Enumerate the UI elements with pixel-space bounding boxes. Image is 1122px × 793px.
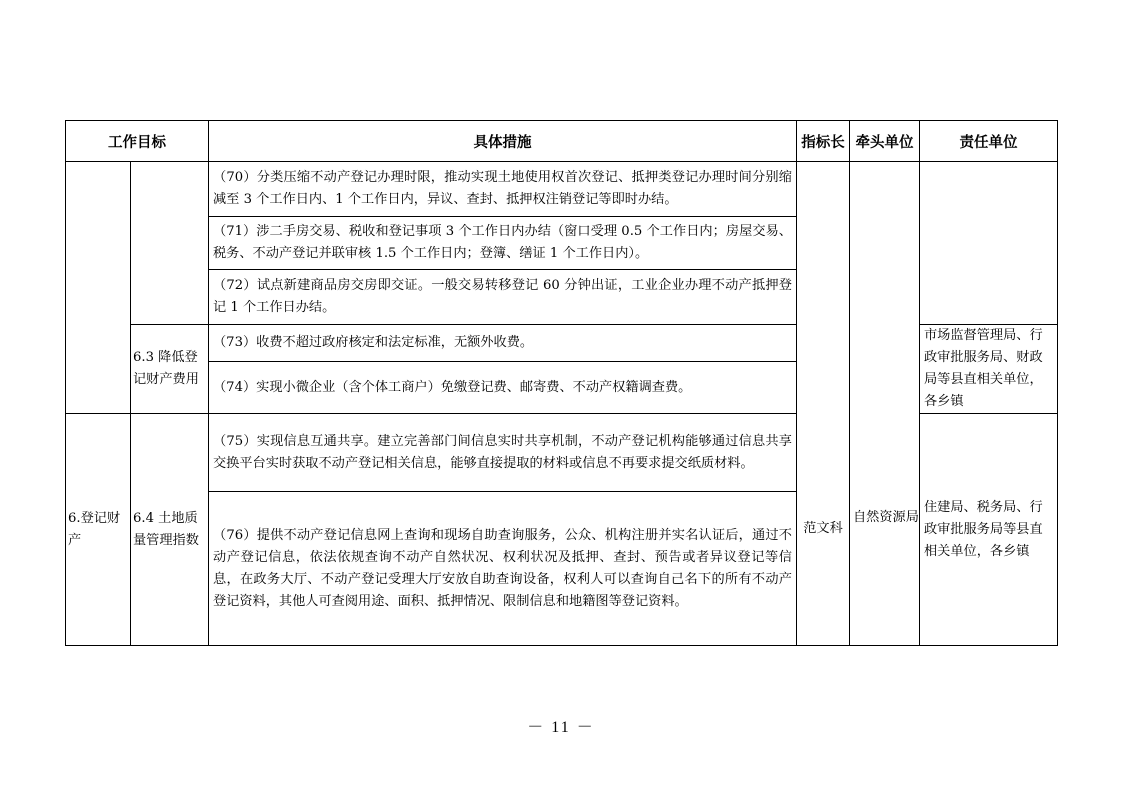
measure-75: （75）实现信息互通共享。建立完善部门间信息实时共享机制，不动产登记机构能够通过信息共享交换平台实时获取不动产登记相关信息，能够直接提取的材料或信息不再要求提交纸质材料。 <box>209 414 797 492</box>
lead-unit-name: 自然资源局 <box>853 510 919 525</box>
measure-70: （70）分类压缩不动产登记办理时限，推动实现土地使用权首次登记、抵押类登记办理时间分别缩减至 3 个工作日内、1 个工作日内，异议、查封、抵押权注销登记等即时办结。 <box>209 162 797 217</box>
measures-table <box>65 120 1058 646</box>
page-number: － 11 － <box>527 719 595 736</box>
measure-71: （71）涉二手房交易、税收和登记事项 3 个工作日内办结（窗口受理 0.5 个工作日内；房屋交易、税务、不动产登记并联审核 1.5 个工作日内；登簿、缮证 1 个工作日内）。 <box>209 217 797 270</box>
subgoal-6-3: 6.3 降低登记财产费用 <box>131 325 209 414</box>
measure-76: （76）提供不动产登记信息网上查询和现场自助查询服务，公众、机构注册并实名认证后，通过不动产登记信息，依法依规查询不动产自然状况、权利状况及抵押、查封、预告或者异议登记等信息，在政务大厅、不动产登记受理大厅安放自助查询设备，权利人可以查询自己名下的所有不动产登记资料，其他人可查阅用途、面积、抵押情况、限制信息和地籍图等登记资料。 <box>209 492 797 646</box>
subgoal-6-4: 6.4 土地质量管理指数 <box>131 414 209 646</box>
goal-cell-top-empty <box>66 162 131 414</box>
responsible-cell-empty <box>920 162 1058 325</box>
table-header-row <box>66 121 1058 162</box>
header-indicator-lead: 指标长 <box>797 121 850 162</box>
indicator-lead-name: 范文科 <box>803 521 843 536</box>
header-lead-unit: 牵头单位 <box>850 121 920 162</box>
goal-6: 6.登记财产 <box>66 414 131 646</box>
header-goal: 工作目标 <box>66 121 209 162</box>
indicator-lead-cell <box>797 162 850 646</box>
header-responsible-units: 责任单位 <box>920 121 1058 162</box>
header-measure: 具体措施 <box>209 121 797 162</box>
lead-unit-cell <box>850 162 920 646</box>
measure-73: （73）收费不超过政府核定和法定标准，无额外收费。 <box>209 325 797 362</box>
table-row <box>66 162 1058 217</box>
measure-72: （72）试点新建商品房交房即交证。一般交易转移登记 60 分钟出证，工业企业办理不动产抵押登记 1 个工作日办结。 <box>209 270 797 325</box>
measure-74: （74）实现小微企业（含个体工商户）免缴登记费、邮寄费、不动产权籍调查费。 <box>209 362 797 414</box>
subgoal-cell-empty <box>131 162 209 325</box>
responsible-6-3: 市场监督管理局、行政审批服务局、财政局等县直相关单位，各乡镇 <box>920 325 1058 414</box>
responsible-6-4: 住建局、税务局、行政审批服务局等县直相关单位，各乡镇 <box>920 414 1058 646</box>
